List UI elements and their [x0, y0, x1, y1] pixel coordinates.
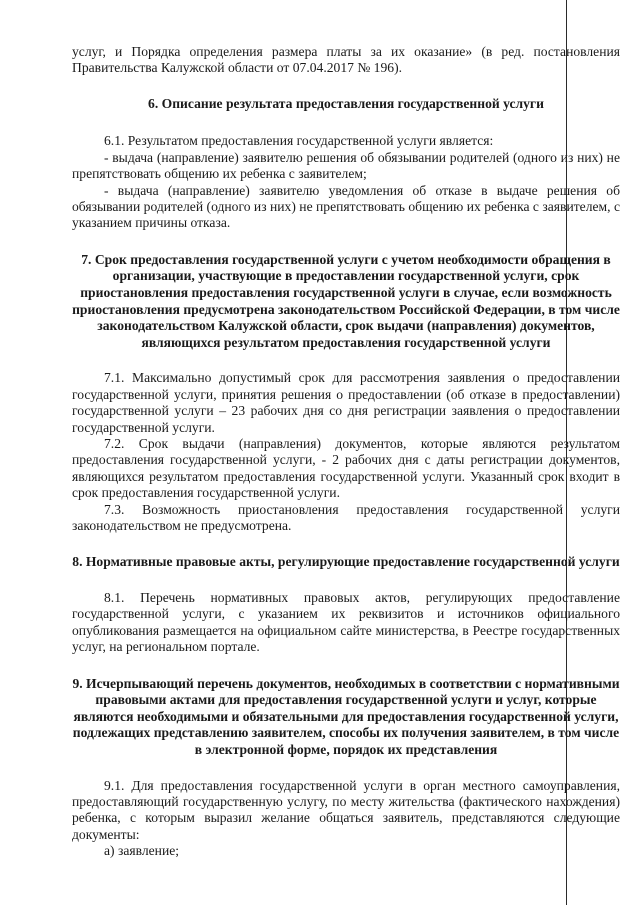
section-7-paragraph-3: 7.3. Возможность приостановления предоставления государственной услуги законодательством не предусмотрена. [72, 501, 620, 534]
section-6-heading: 6. Описание результата предоставления государственной услуги [148, 95, 544, 111]
section-7-paragraph-1: 7.1. Максимально допустимый срок для рассмотрения заявления о предоставлении государственной услуги, принятия решения о предоставлении (об отказе в предоставлении) государственной услуги – 23 рабочих дня со дня регистрации заявления о предоставлении государственной услуги. [72, 370, 620, 435]
section-7-heading: 7. Срок предоставления государственной услуги с учетом необходимости обращения в организации, участвующие в предоставлении государственной услуги, срок приостановления предоставления государственной услуги в случае, если возможность приостановления предусмотрена законодательством Российской Федерации, в том числе законодательством Калужской области, срок выдачи (направления) документов, являющихся результатом предоставления государственной услуги [72, 251, 620, 350]
section-6-item-1: - выдача (направление) заявителю решения об обязывании родителей (одного из них) не препятствовать общению их ребенка с заявителем; [72, 149, 620, 182]
section-6-paragraph-1: 6.1. Результатом предоставления государственной услуги является: [104, 133, 494, 149]
section-6-item-2: - выдача (направление) заявителю уведомления об отказе в выдаче решения об обязывании родителей (одного из них) не препятствовать общению их ребенка с заявителем, с указанием причины отказа. [72, 182, 620, 231]
section-7-paragraph-2: 7.2. Срок выдачи (направления) документов, которые являются результатом предоставления государственной услуги, - 2 рабочих дня с даты регистрации документов, являющихся результатом предоставления государственной услуги. Указанный срок входит в срок предоставления государственной услуги. [72, 436, 620, 501]
section-8-paragraph-1: 8.1. Перечень нормативных правовых актов, регулирующих предоставление государственной услуги, с указанием их реквизитов и источников официального опубликования размещается на официальном сайте министерства, в Реестре государственных услуг, на региональном портале. [72, 590, 620, 655]
section-8-heading: 8. Нормативные правовые акты, регулирующие предоставление государственной услуги [72, 554, 620, 570]
section-9-paragraph-1: 9.1. Для предоставления государственной услуги в орган местного самоуправления, предоставляющий государственную услугу, по месту жительства (фактического нахождения) ребенка, с которым выразил желание общаться заявитель, представляются следующие документы: [72, 777, 620, 842]
intro-paragraph: услуг, и Порядка определения размера платы за их оказание» (в ред. постановления Правительства Калужской области от 07.04.2017 № 196). [72, 44, 620, 76]
document-page [72, 44, 620, 860]
section-9-item-a: а) заявление; [104, 843, 180, 859]
section-9-heading: 9. Исчерпывающий перечень документов, необходимых в соответствии с нормативными правовыми актами для предоставления государственной услуги и услуг, которые являются необходимыми и обязательными для предоставления государственной услуги, подлежащих представлению заявителем, способы их получения заявителем, в том числе в электронной форме, порядок их представления [72, 675, 620, 758]
